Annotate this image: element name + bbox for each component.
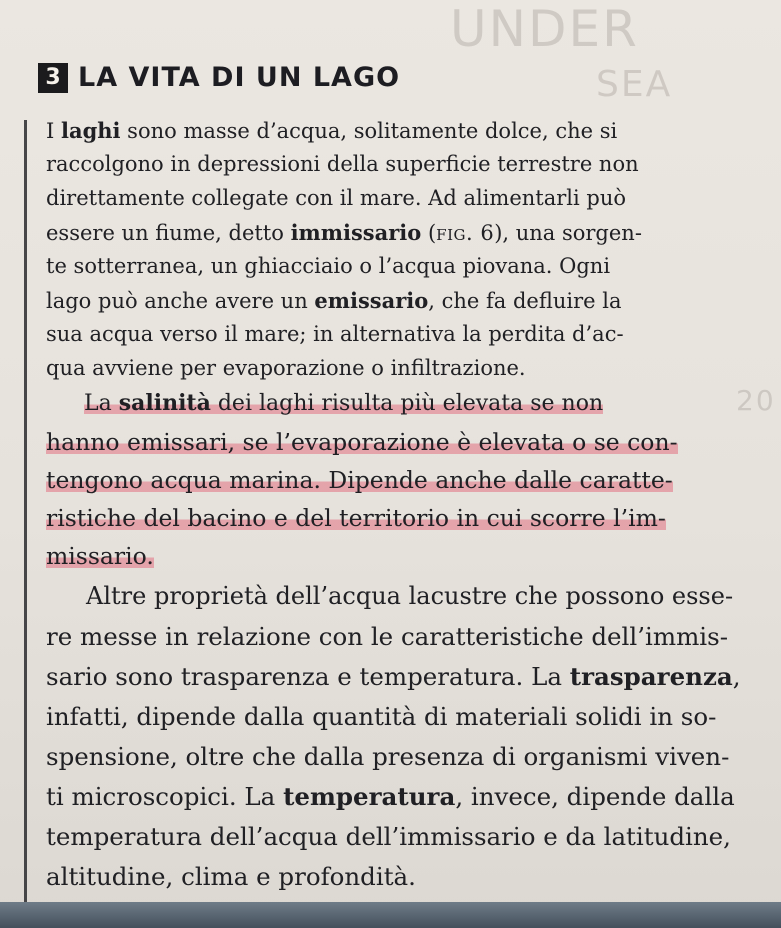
- text-line: direttamente collegate con il mare. Ad alimentarli può: [46, 186, 626, 210]
- text-line: infatti, dipende dalla quantità di materiali solidi in so-: [46, 702, 717, 731]
- text-line: hanno emissari, se l’evaporazione è elevata o se con-: [46, 428, 678, 456]
- figure-reference: fig. 6: [436, 221, 495, 245]
- text-line: temperatura dell’acqua dell’immissario e da latitudine,: [46, 822, 731, 851]
- text-line: I laghi sono masse d’acqua, solitamente dolce, che si: [46, 118, 618, 143]
- term-temperatura: temperatura: [283, 782, 456, 811]
- text-line: La salinità dei laghi risulta più elevata se non: [84, 390, 604, 416]
- text-line: tengono acqua marina. Dipende anche dalle caratte-: [46, 466, 673, 494]
- text-line: altitudine, clima e profondità.: [46, 862, 416, 891]
- text-line: sario sono trasparenza e temperatura. La trasparenza,: [46, 662, 741, 691]
- text-line: ti microscopici. La temperatura, invece, dipende dalla: [46, 782, 735, 811]
- text-line: re messe in relazione con le caratteristiche dell’immis-: [46, 622, 728, 651]
- section-title: LA VITA DI UN LAGO: [78, 62, 401, 93]
- text-line: essere un fiume, detto immissario (fig. 6), una sorgen-: [46, 220, 642, 245]
- term-emissario: emissario: [314, 288, 429, 313]
- term-salinita: salinità: [118, 390, 211, 416]
- text-line: Altre proprietà dell’acqua lacustre che possono esse-: [86, 582, 734, 610]
- text-line: ristiche del bacino e del territorio in cui scorre l’im-: [46, 504, 666, 532]
- margin-rule: [24, 120, 27, 910]
- background-surface: [0, 902, 781, 928]
- text-line: qua avviene per evaporazione o infiltrazione.: [46, 356, 526, 380]
- margin-note-side: 20: [736, 384, 776, 417]
- section-number-badge: 3: [38, 63, 68, 93]
- text-line: missario.: [46, 542, 154, 570]
- text-line: raccolgono in depressioni della superficie terrestre non: [46, 152, 639, 176]
- text-line: te sotterranea, un ghiacciaio o l’acqua piovana. Ogni: [46, 254, 611, 278]
- term-immissario: immissario: [290, 220, 422, 245]
- term-laghi: laghi: [60, 118, 121, 143]
- text-line: sua acqua verso il mare; in alternativa la perdita d’ac-: [46, 322, 624, 346]
- term-trasparenza: trasparenza: [569, 662, 733, 691]
- margin-note-right: SEA: [596, 64, 673, 105]
- margin-note-top: UNDER: [450, 0, 639, 58]
- text-line: lago può anche avere un emissario, che fa defluire la: [46, 288, 622, 313]
- text-line: spensione, oltre che dalla presenza di organismi viven-: [46, 742, 730, 771]
- section-header: [38, 62, 400, 93]
